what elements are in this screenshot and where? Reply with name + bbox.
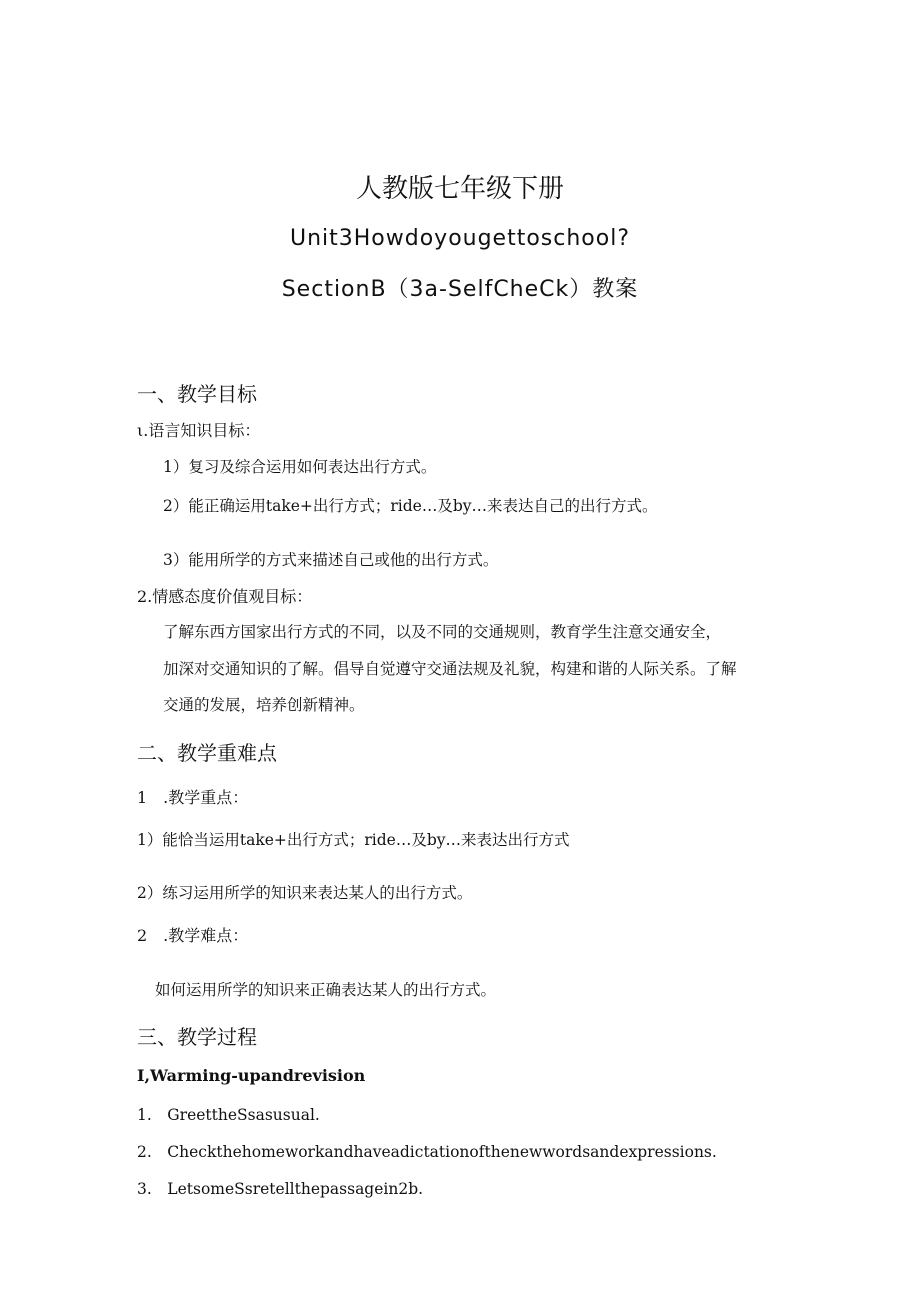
- section-heading-process: 三、教学过程: [137, 1025, 257, 1049]
- process-step: 3. LetsomeSsretellthepassagein2b.: [137, 1180, 424, 1198]
- doc-title-unit: Unit3Howdoyougettoschool?: [289, 226, 631, 251]
- section-heading-objectives: 一、教学目标: [137, 382, 257, 406]
- difficulty-text: 如何运用所学的知识来正确表达某人的出行方式。: [155, 981, 497, 999]
- subheading-key-point: 1 .教学重点：: [137, 788, 249, 807]
- doc-title-cn: 人教版七年级下册: [355, 174, 564, 204]
- objective-item: 2）能正确运用take+出行方式；ride…及by…来表达自己的出行方式。: [163, 497, 658, 515]
- subheading-language-goals: ι.语言知识目标：: [137, 421, 261, 440]
- process-step: 2. Checkthehomeworkandhaveadictationofthenewwordsandexpressions.: [137, 1143, 717, 1161]
- objective-item: 1）复习及综合运用如何表达出行方式。: [163, 458, 437, 476]
- objective-item: 3）能用所学的方式来描述自己或他的出行方式。: [163, 551, 499, 569]
- section-heading-key-points: 二、教学重难点: [137, 741, 277, 765]
- attitude-paragraph-line: 加深对交通知识的了解。倡导自觉遵守交通法规及礼貌，构建和谐的人际关系。了解: [163, 660, 737, 678]
- subheading-warming-up: I,Warming-upandrevision: [137, 1066, 366, 1085]
- subheading-difficulty: 2 .教学难点：: [137, 926, 249, 945]
- subheading-attitude-goals: 2.情感态度价值观目标：: [137, 587, 313, 606]
- attitude-paragraph-line: 交通的发展，培养创新精神。: [163, 696, 365, 714]
- attitude-paragraph-line: 了解东西方国家出行方式的不同，以及不同的交通规则，教育学生注意交通安全，: [163, 623, 722, 641]
- key-point-item: 1）能恰当运用take+出行方式；ride…及by…来表达出行方式: [137, 831, 570, 849]
- process-step: 1. GreettheSsasusual.: [137, 1106, 320, 1124]
- key-point-item: 2）练习运用所学的知识来表达某人的出行方式。: [137, 884, 473, 902]
- doc-title-section: SectionB（3a-SelfCheCk）教案: [281, 277, 639, 302]
